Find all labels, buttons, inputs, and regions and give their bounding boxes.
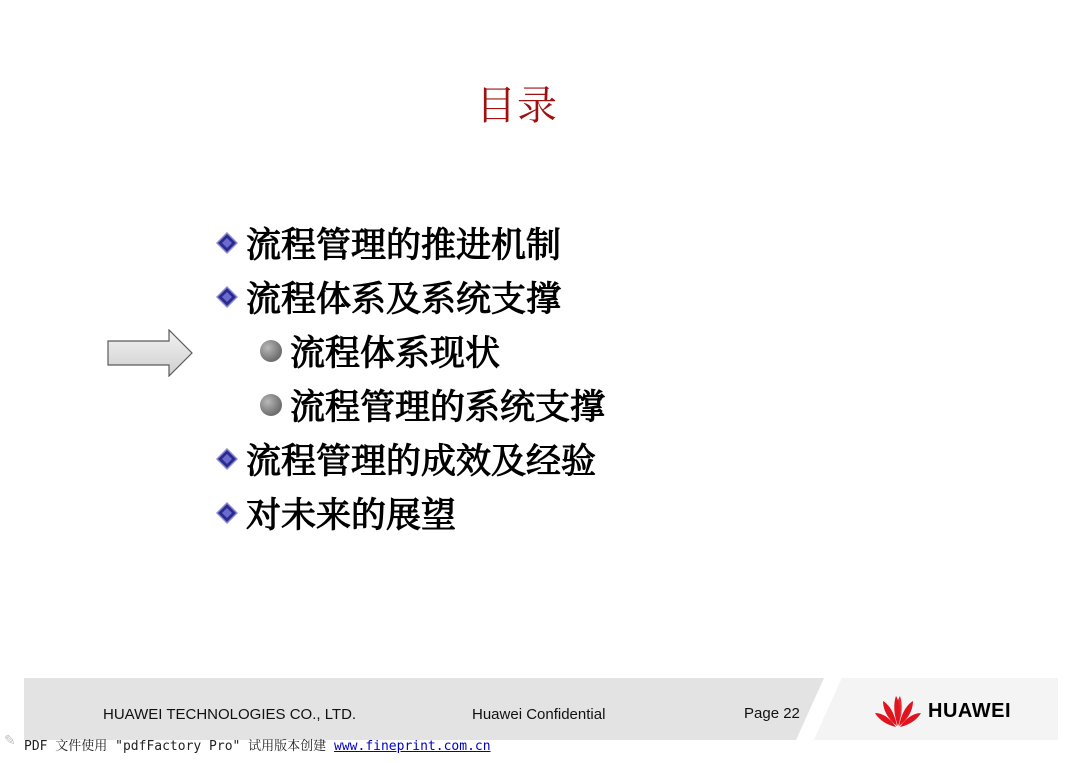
watermark-link[interactable]: www.fineprint.com.cn [334,739,491,754]
toc-item-label: 流程体系及系统支撑 [246,280,562,320]
huawei-logo [874,694,1011,728]
corner-stamp: ✎ [4,733,16,749]
toc-item-label: 对未来的展望 [246,496,457,536]
toc-subitem [212,378,605,432]
toc-item-label: 流程体系现状 [290,334,501,374]
table-of-contents [212,216,605,540]
diamond-icon [216,232,238,254]
footer-page-number: Page 22 [744,705,800,722]
footer-company: HUAWEI TECHNOLOGIES CO., LTD. [103,706,357,723]
toc-item [212,270,605,324]
right-arrow-icon [107,329,193,377]
toc-item-label: 流程管理的成效及经验 [246,442,597,482]
toc-item [212,216,605,270]
logo-wordmark: HUAWEI [928,699,1011,722]
watermark-text: PDF 文件使用 "pdfFactory Pro" 试用版本创建 [24,739,335,754]
pdf-watermark [24,735,491,754]
toc-item-label: 流程管理的系统支撑 [290,388,606,428]
diamond-icon [216,448,238,470]
circle-icon [260,394,282,416]
diamond-icon [216,286,238,308]
huawei-flower-icon [874,694,922,728]
toc-item-label: 流程管理的推进机制 [246,226,562,266]
toc-item [212,432,605,486]
toc-subitem-current [212,324,605,378]
diamond-icon [216,502,238,524]
toc-item [212,486,605,540]
circle-icon [260,340,282,362]
footer-confidential: Huawei Confidential [472,706,606,723]
slide-title: 目录 [476,83,558,129]
